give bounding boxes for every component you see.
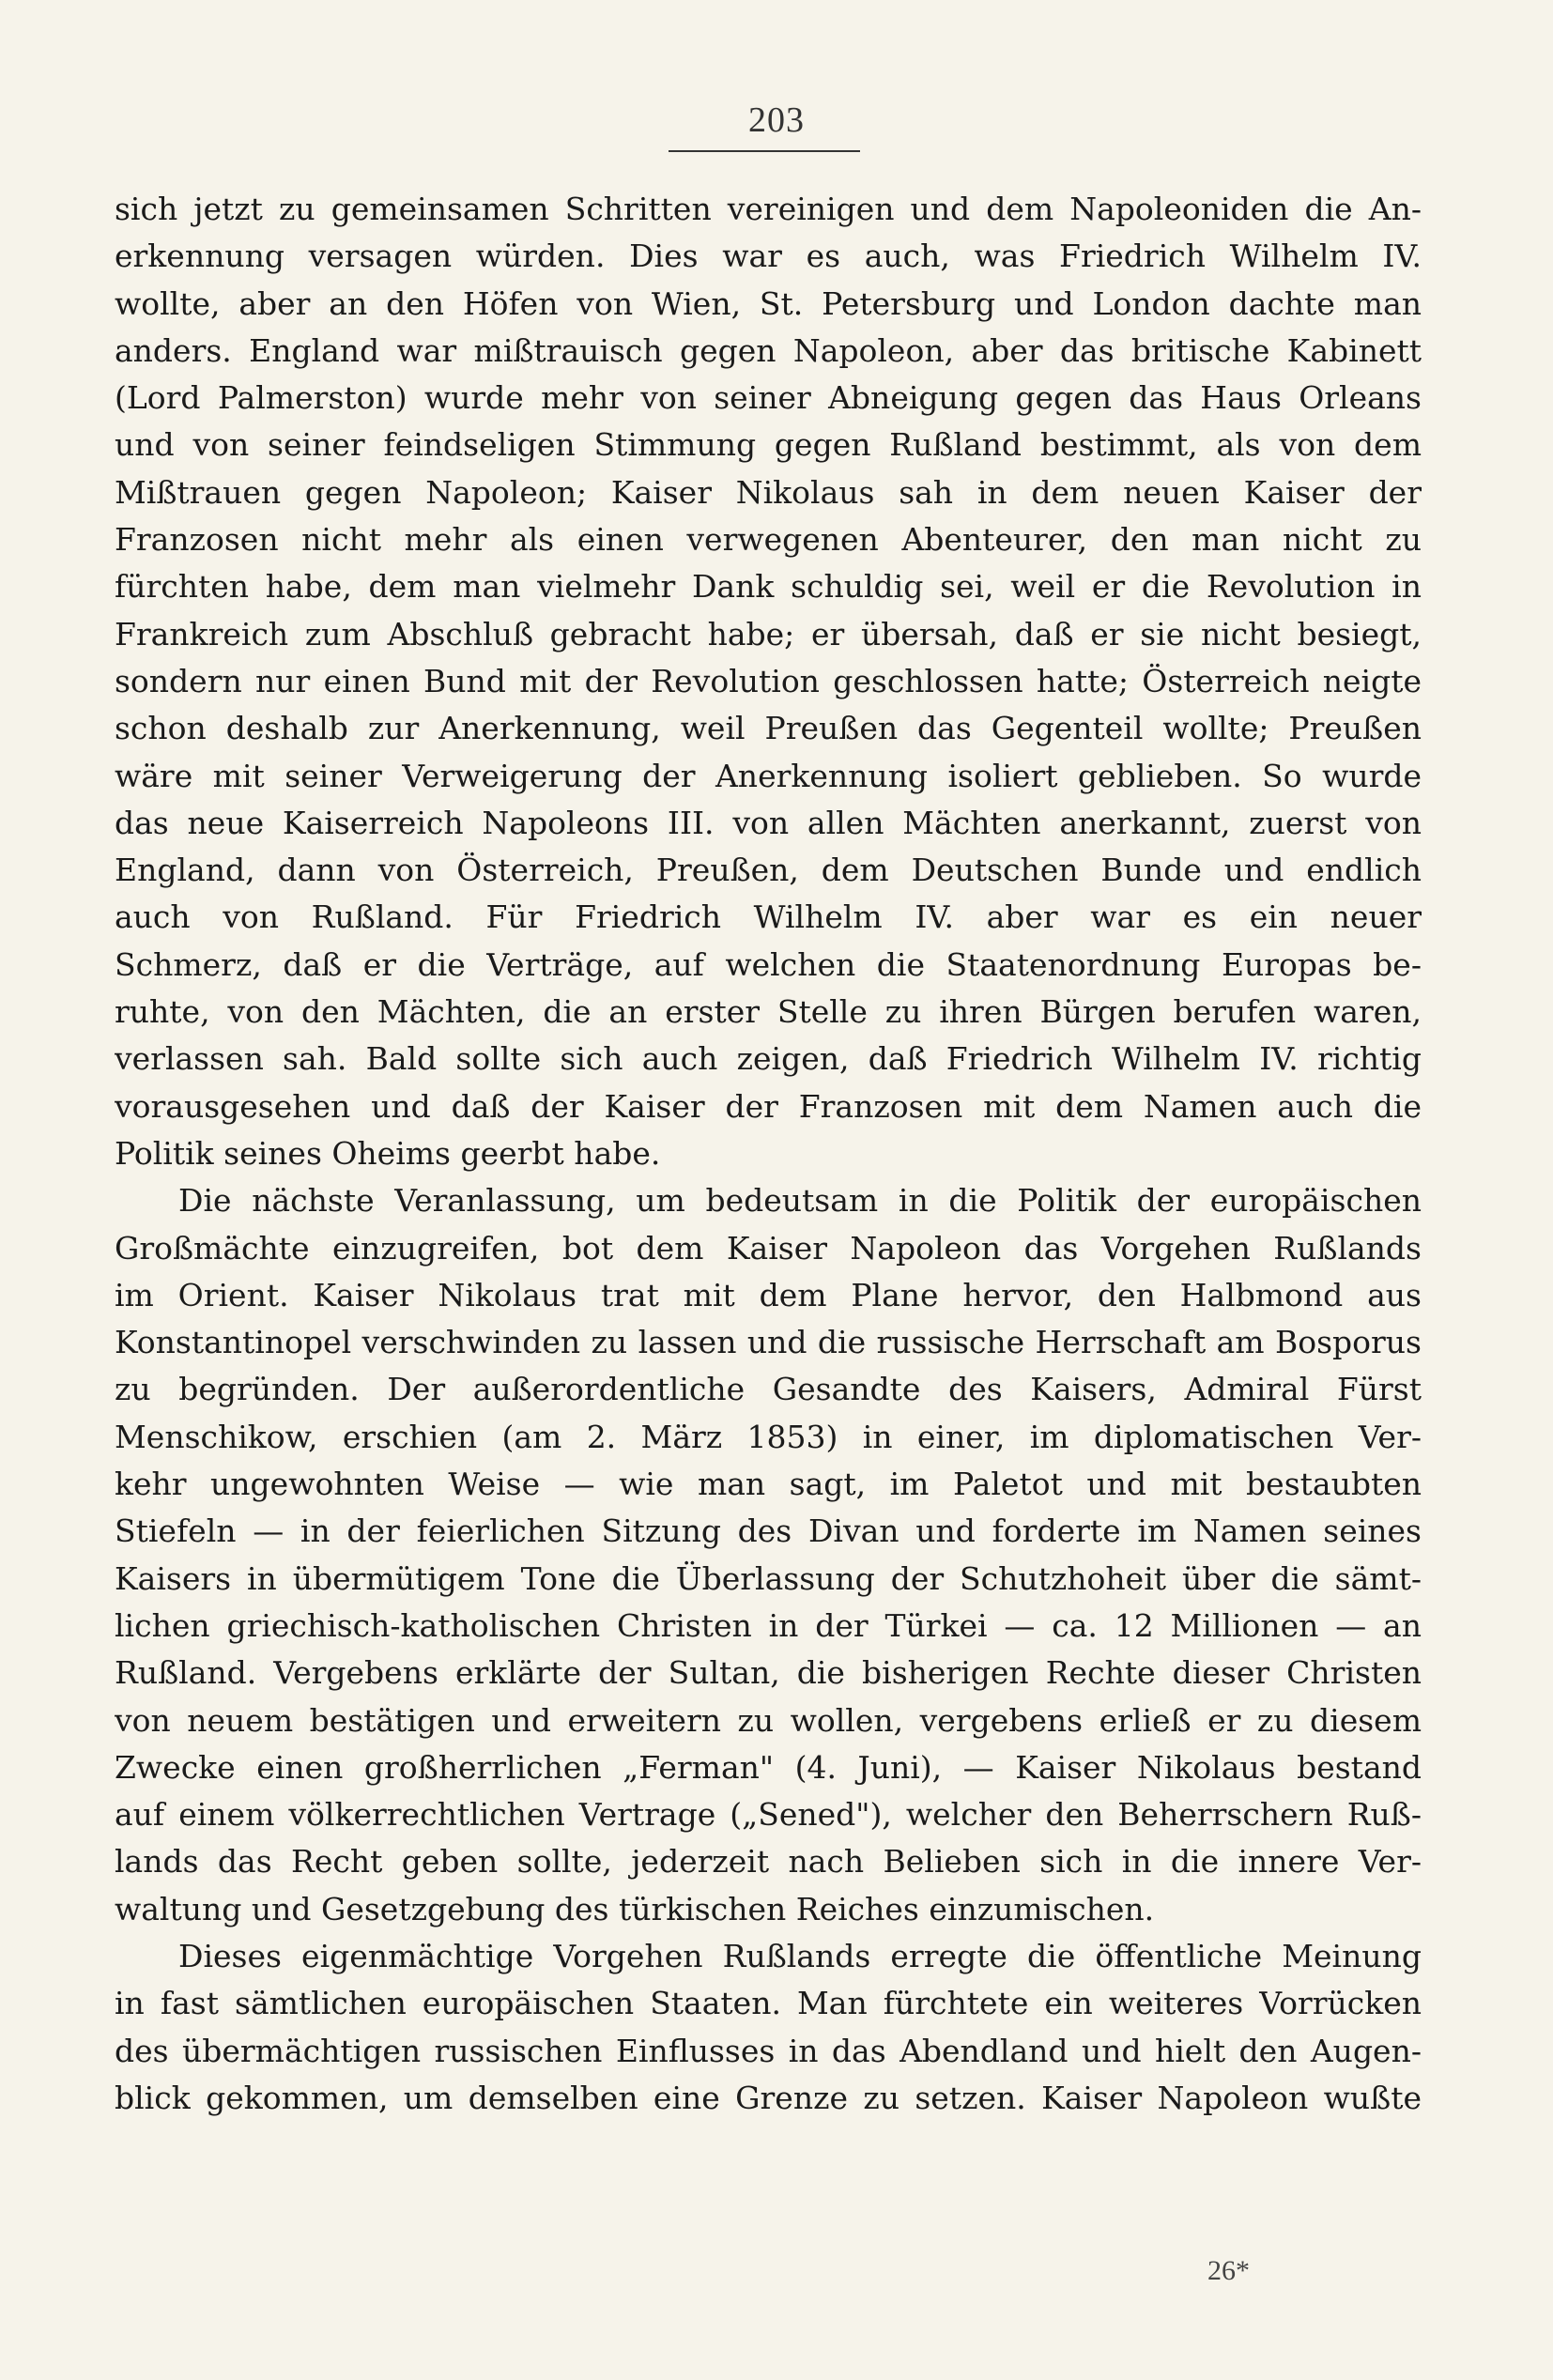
text-line: Franzosen nicht mehr als einen verwegenen Abenteurer, den man nicht zu <box>115 521 1422 559</box>
paragraph <box>115 1177 1422 1933</box>
text-line: Menschikow, erschien (am 2. März 1853) in einer, im diplomatischen Ver- <box>115 1418 1422 1455</box>
signature-mark: 26* <box>1207 2255 1250 2286</box>
text-line: Dieses eigenmächtige Vorgehen Rußlands erregte die öffentliche Meinung <box>178 1937 1422 1974</box>
text-line: (Lord Palmerston) wurde mehr von seiner Abneigung gegen das Haus Orleans <box>115 379 1422 417</box>
text-line: waltung und Gesetzgebung des türkischen Reiches einzumischen. <box>115 1890 1155 1927</box>
text-line: Politik seines Oheims geerbt habe. <box>115 1134 661 1172</box>
text-line: in fast sämtlichen europäischen Staaten. Man fürchtete ein weiteres Vorrücken <box>115 1985 1422 2022</box>
text-line: Zwecke einen großherrlichen „Ferman" (4. Juni), — Kaiser Nikolaus bestand <box>115 1748 1422 1786</box>
text-line: anders. England war mißtrauisch gegen Napoleon, aber das britische Kabinett <box>115 331 1422 369</box>
text-line: schon deshalb zur Anerkennung, weil Preußen das Gegenteil wollte; Preußen <box>115 710 1422 747</box>
text-line: Konstantinopel verschwinden zu lassen und die russische Herrschaft am Bosporus <box>115 1324 1422 1361</box>
body-text <box>115 186 1422 2122</box>
text-line: Stiefeln — in der feierlichen Sitzung des Divan und forderte im Namen seines <box>115 1512 1422 1550</box>
text-line: des übermächtigen russischen Einflusses in das Abendland und hielt den Augen- <box>115 2032 1422 2069</box>
text-line: Mißtrauen gegen Napoleon; Kaiser Nikolaus sah in dem neuen Kaiser der <box>115 473 1422 511</box>
text-line: kehr ungewohnten Weise — wie man sagt, im Paletot und mit bestaubten <box>115 1466 1422 1503</box>
text-line: wäre mit seiner Verweigerung der Anerkennung isoliert geblieben. So wurde <box>115 757 1422 794</box>
text-line: Rußland. Vergebens erklärte der Sultan, die bisherigen Rechte dieser Christen <box>115 1654 1422 1692</box>
text-line: im Orient. Kaiser Nikolaus trat mit dem Plane hervor, den Halbmond aus <box>115 1276 1422 1313</box>
paragraph <box>115 1933 1422 2122</box>
text-line: das neue Kaiserreich Napoleons III. von allen Mächten anerkannt, zuerst von <box>115 804 1422 841</box>
text-line: sondern nur einen Bund mit der Revolution geschlossen hatte; Österreich neigte <box>115 662 1422 699</box>
text-line: sich jetzt zu gemeinsamen Schritten vereinigen und dem Napoleoniden die An- <box>115 191 1422 227</box>
text-line: Kaisers in übermütigem Tone die Überlassung der Schutzhoheit über die sämt- <box>115 1559 1422 1597</box>
text-line: fürchten habe, dem man vielmehr Dank schuldig sei, weil er die Revolution in <box>115 568 1422 606</box>
text-line: lichen griechisch-katholischen Christen in der Türkei — ca. 12 Millionen — an <box>115 1606 1422 1644</box>
paragraph <box>115 186 1422 1177</box>
text-line: vorausgesehen und daß der Kaiser der Franzosen mit dem Namen auch die <box>115 1087 1422 1125</box>
text-line: Die nächste Veranlassung, um bedeutsam in die Politik der europäischen <box>178 1182 1422 1220</box>
text-line: wollte, aber an den Höfen von Wien, St. Petersburg und London dachte man <box>115 284 1422 322</box>
text-line: von neuem bestätigen und erweitern zu wollen, vergebens erließ er zu diesem <box>115 1701 1422 1739</box>
text-line: blick gekommen, um demselben eine Grenze zu setzen. Kaiser Napoleon wußte <box>115 2079 1422 2116</box>
text-line: England, dann von Österreich, Preußen, dem Deutschen Bunde und endlich <box>115 852 1422 889</box>
page-number: 203 <box>748 100 805 140</box>
text-line: lands das Recht geben sollte, jederzeit nach Belieben sich in die innere Ver- <box>115 1843 1422 1881</box>
text-line: Frankreich zum Abschluß gebracht habe; er übersah, daß er sie nicht besiegt, <box>115 615 1422 653</box>
text-line: verlassen sah. Bald sollte sich auch zeigen, daß Friedrich Wilhelm IV. richtig <box>115 1040 1422 1078</box>
text-line: und von seiner feindseligen Stimmung gegen Rußland bestimmt, als von dem <box>115 426 1422 464</box>
text-line: zu begründen. Der außerordentliche Gesandte des Kaisers, Admiral Fürst <box>115 1371 1422 1408</box>
text-line: ruhte, von den Mächten, die an erster Stelle zu ihren Bürgen berufen waren, <box>115 993 1422 1031</box>
header-rule <box>669 150 860 152</box>
text-line: auf einem völkerrechtlichen Vertrage („Sened"), welcher den Beherrschern Ruß- <box>115 1796 1422 1834</box>
text-line: Großmächte einzugreifen, bot dem Kaiser Napoleon das Vorgehen Rußlands <box>115 1229 1422 1267</box>
text-line: erkennung versagen würden. Dies war es auch, was Friedrich Wilhelm IV. <box>115 238 1422 275</box>
text-line: Schmerz, daß er die Verträge, auf welchen die Staatenordnung Europas be- <box>115 945 1422 983</box>
text-line: auch von Rußland. Für Friedrich Wilhelm IV. aber war es ein neuer <box>115 898 1422 936</box>
